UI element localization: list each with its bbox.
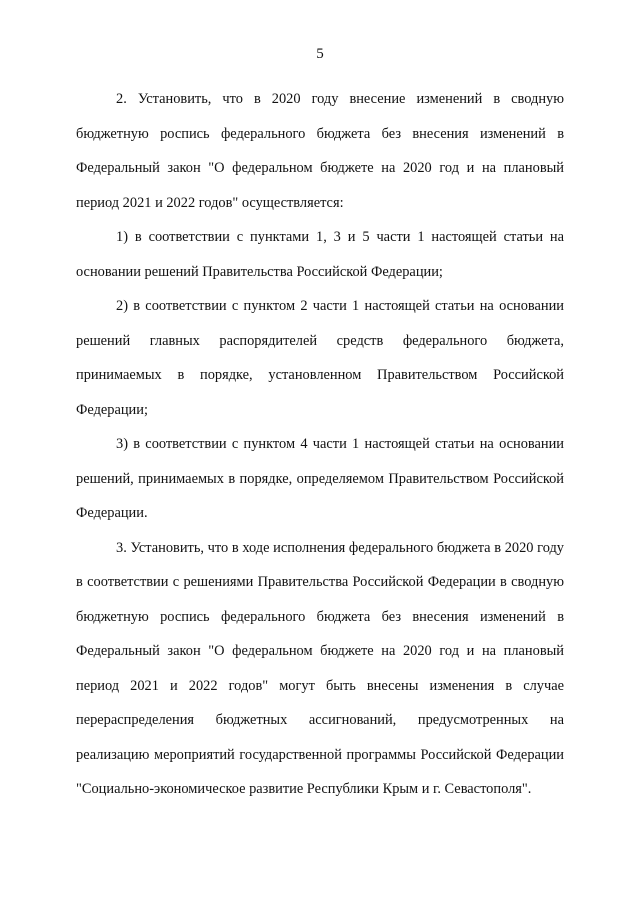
paragraph-subitem-1: 1) в соответствии с пунктами 1, 3 и 5 части 1 настоящей статьи на основании решений Правительства Российской Федерации; (76, 229, 564, 280)
paragraph-subitem-3: 3) в соответствии с пунктом 4 части 1 настоящей статьи на основании решений, принимаемых в порядке, определяемом Правительством Российской Федерации. (76, 436, 564, 521)
paragraph-item-2: 2. Установить, что в 2020 году внесение изменений в сводную бюджетную роспись федерального бюджета без внесения изменений в Федеральный закон "О федеральном бюджете на 2020 год и на плановый период 2021 и 2022 годов" осуществляется: (76, 91, 564, 211)
paragraph-item-3: 3. Установить, что в ходе исполнения федерального бюджета в 2020 году в соответствии с решениями Правительства Российской Федерации в сводную бюджетную роспись федерального бюджета без внесения изменений в Федеральный закон "О федеральном бюджете на 2020 год и на плановый период 2021 и 2022 годов" могут быть внесены изменения в случае перераспределения бюджетных ассигнований, предусмотренных на реализацию мероприятий государственной программы Российской Федерации "Социально-экономическое развитие Республики Крым и г. Севастополя". (76, 539, 564, 797)
paragraph-subitem-2: 2) в соответствии с пунктом 2 части 1 настоящей статьи на основании решений главных распорядителей средств федерального бюджета, принимаемых в порядке, установленном Правительством Российской Федерации; (76, 298, 564, 418)
document-body (76, 82, 564, 807)
page-number: 5 (316, 46, 324, 62)
